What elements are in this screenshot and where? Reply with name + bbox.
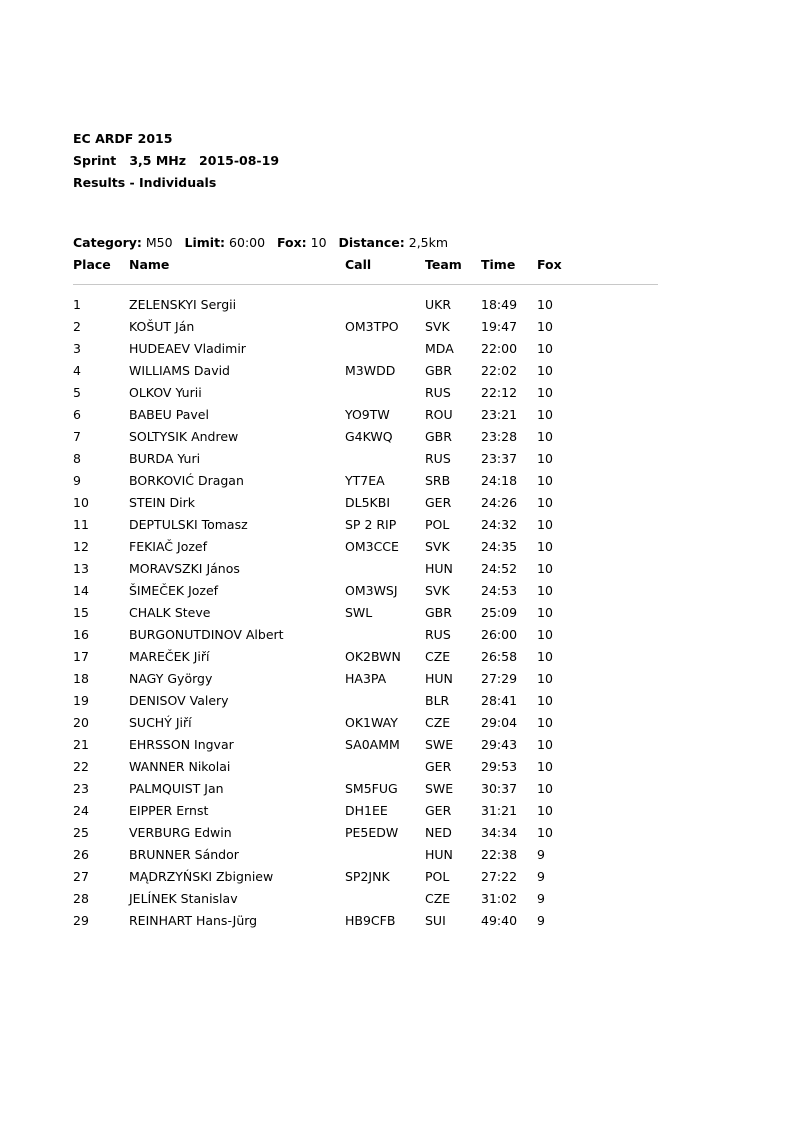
limit-value: 60:00: [225, 235, 266, 250]
cell-place: 18: [73, 671, 89, 686]
cell-name: EHRSSON Ingvar: [129, 737, 234, 752]
cell-fox: 10: [537, 473, 553, 488]
table-row: [0, 671, 793, 693]
cell-time: 22:02: [481, 363, 518, 378]
cell-time: 34:34: [481, 825, 518, 840]
cell-call: HA3PA: [345, 671, 387, 686]
cell-fox: 9: [537, 913, 545, 928]
header-divider: [73, 284, 658, 285]
cell-place: 13: [73, 561, 89, 576]
cell-place: 12: [73, 539, 89, 554]
cell-name: STEIN Dirk: [129, 495, 195, 510]
cell-place: 16: [73, 627, 89, 642]
cell-team: POL: [425, 869, 450, 884]
table-row: [0, 803, 793, 825]
cell-team: CZE: [425, 715, 451, 730]
cell-name: MAREČEK Jiří: [129, 649, 210, 664]
cell-time: 31:02: [481, 891, 518, 906]
cell-name: BRUNNER Sándor: [129, 847, 239, 862]
cell-name: KOŠUT Ján: [129, 319, 195, 334]
table-row: [0, 451, 793, 473]
table-row: [0, 539, 793, 561]
cell-team: SWE: [425, 737, 454, 752]
table-row: [0, 319, 793, 341]
cell-fox: 10: [537, 341, 553, 356]
cell-time: 29:53: [481, 759, 518, 774]
cell-time: 24:53: [481, 583, 518, 598]
cell-place: 29: [73, 913, 89, 928]
cell-name: PALMQUIST Jan: [129, 781, 224, 796]
cell-time: 49:40: [481, 913, 518, 928]
table-row: [0, 407, 793, 429]
cell-time: 30:37: [481, 781, 518, 796]
cell-team: GER: [425, 759, 452, 774]
table-row: [0, 825, 793, 847]
cell-name: ZELENSKYI Sergii: [129, 297, 237, 312]
cell-place: 23: [73, 781, 89, 796]
cell-fox: 10: [537, 495, 553, 510]
cell-team: BLR: [425, 693, 450, 708]
table-row: [0, 913, 793, 935]
cell-fox: 10: [537, 451, 553, 466]
table-row: [0, 583, 793, 605]
cell-fox: 10: [537, 583, 553, 598]
limit-label: Limit:: [184, 235, 226, 250]
cell-fox: 10: [537, 407, 553, 422]
table-row: [0, 517, 793, 539]
cell-fox: 10: [537, 363, 553, 378]
cell-place: 9: [73, 473, 81, 488]
cell-place: 21: [73, 737, 89, 752]
column-header-fox: Fox: [537, 257, 562, 272]
cell-time: 23:21: [481, 407, 518, 422]
cell-call: HB9CFB: [345, 913, 396, 928]
cell-fox: 10: [537, 715, 553, 730]
cell-name: EIPPER Ernst: [129, 803, 209, 818]
cell-place: 11: [73, 517, 89, 532]
cell-name: DENISOV Valery: [129, 693, 229, 708]
cell-time: 25:09: [481, 605, 518, 620]
cell-time: 29:04: [481, 715, 518, 730]
table-row: [0, 649, 793, 671]
cell-team: GBR: [425, 429, 452, 444]
cell-place: 1: [73, 297, 81, 312]
table-row: [0, 605, 793, 627]
cell-team: GBR: [425, 605, 452, 620]
cell-call: G4KWQ: [345, 429, 393, 444]
cell-name: MORAVSZKI János: [129, 561, 240, 576]
table-row: [0, 627, 793, 649]
cell-fox: 10: [537, 693, 553, 708]
cell-call: PE5EDW: [345, 825, 399, 840]
cell-team: SVK: [425, 539, 450, 554]
cell-team: GER: [425, 803, 452, 818]
cell-team: MDA: [425, 341, 454, 356]
cell-team: SUI: [425, 913, 446, 928]
fox-value: 10: [306, 235, 327, 250]
cell-name: BURDA Yuri: [129, 451, 201, 466]
cell-time: 24:32: [481, 517, 518, 532]
cell-call: OK1WAY: [345, 715, 398, 730]
category-label: Category:: [73, 235, 142, 250]
race-subtitle: Sprint 3,5 MHz 2015-08-19: [73, 153, 280, 168]
cell-place: 20: [73, 715, 89, 730]
distance-label: Distance:: [338, 235, 405, 250]
cell-time: 19:47: [481, 319, 518, 334]
category-value: M50: [141, 235, 173, 250]
cell-fox: 9: [537, 891, 545, 906]
cell-fox: 10: [537, 605, 553, 620]
column-header-place: Place: [73, 257, 111, 272]
cell-place: 19: [73, 693, 89, 708]
cell-time: 31:21: [481, 803, 518, 818]
table-row: [0, 781, 793, 803]
cell-team: RUS: [425, 385, 451, 400]
cell-time: 29:43: [481, 737, 518, 752]
cell-call: OM3CCE: [345, 539, 399, 554]
cell-name: WANNER Nikolai: [129, 759, 231, 774]
cell-name: NAGY György: [129, 671, 213, 686]
cell-call: OM3TPO: [345, 319, 399, 334]
table-row: [0, 341, 793, 363]
cell-fox: 10: [537, 319, 553, 334]
cell-name: JELÍNEK Stanislav: [129, 891, 238, 906]
cell-time: 23:37: [481, 451, 518, 466]
cell-name: MĄDRZYŃSKI Zbigniew: [129, 869, 274, 884]
results-heading: Results - Individuals: [73, 175, 217, 190]
cell-team: SVK: [425, 319, 450, 334]
cell-time: 27:22: [481, 869, 518, 884]
cell-team: NED: [425, 825, 452, 840]
event-title: EC ARDF 2015: [73, 131, 173, 146]
column-header-call: Call: [345, 257, 372, 272]
cell-call: SA0AMM: [345, 737, 400, 752]
table-row: [0, 847, 793, 869]
cell-fox: 10: [537, 649, 553, 664]
cell-fox: 9: [537, 869, 545, 884]
table-row: [0, 715, 793, 737]
cell-place: 26: [73, 847, 89, 862]
cell-fox: 10: [537, 825, 553, 840]
table-row: [0, 495, 793, 517]
cell-place: 10: [73, 495, 89, 510]
cell-call: SP2JNK: [345, 869, 390, 884]
cell-team: GBR: [425, 363, 452, 378]
cell-place: 28: [73, 891, 89, 906]
cell-place: 14: [73, 583, 89, 598]
cell-fox: 10: [537, 539, 553, 554]
cell-name: BORKOVIĆ Dragan: [129, 473, 244, 488]
cell-place: 4: [73, 363, 81, 378]
column-header-time: Time: [481, 257, 516, 272]
cell-team: HUN: [425, 561, 453, 576]
cell-fox: 10: [537, 517, 553, 532]
cell-time: 23:28: [481, 429, 518, 444]
cell-fox: 10: [537, 759, 553, 774]
cell-team: SRB: [425, 473, 451, 488]
cell-name: WILLIAMS David: [129, 363, 230, 378]
cell-place: 2: [73, 319, 81, 334]
cell-team: POL: [425, 517, 450, 532]
cell-call: DL5KBI: [345, 495, 391, 510]
cell-team: SWE: [425, 781, 454, 796]
cell-name: CHALK Steve: [129, 605, 211, 620]
cell-place: 6: [73, 407, 81, 422]
cell-fox: 10: [537, 781, 553, 796]
cell-name: BABEU Pavel: [129, 407, 209, 422]
cell-team: HUN: [425, 671, 453, 686]
cell-call: SP 2 RIP: [345, 517, 397, 532]
cell-fox: 9: [537, 847, 545, 862]
results-table-body: [0, 297, 793, 935]
cell-place: 17: [73, 649, 89, 664]
cell-call: YO9TW: [345, 407, 390, 422]
cell-place: 15: [73, 605, 89, 620]
table-row: [0, 561, 793, 583]
cell-time: 28:41: [481, 693, 518, 708]
column-header-team: Team: [425, 257, 462, 272]
cell-team: RUS: [425, 451, 451, 466]
cell-name: VERBURG Edwin: [129, 825, 232, 840]
table-row: [0, 473, 793, 495]
cell-call: M3WDD: [345, 363, 396, 378]
cell-time: 22:38: [481, 847, 518, 862]
cell-team: CZE: [425, 891, 451, 906]
table-row: [0, 737, 793, 759]
cell-team: RUS: [425, 627, 451, 642]
cell-name: REINHART Hans-Jürg: [129, 913, 258, 928]
cell-place: 3: [73, 341, 81, 356]
cell-place: 24: [73, 803, 89, 818]
cell-fox: 10: [537, 627, 553, 642]
cell-team: SVK: [425, 583, 450, 598]
cell-fox: 10: [537, 385, 553, 400]
cell-name: ŠIMEČEK Jozef: [129, 583, 219, 598]
table-row: [0, 297, 793, 319]
cell-fox: 10: [537, 671, 553, 686]
table-row: [0, 759, 793, 781]
cell-fox: 10: [537, 297, 553, 312]
category-info: [73, 235, 448, 250]
cell-team: GER: [425, 495, 452, 510]
cell-call: SM5FUG: [345, 781, 398, 796]
distance-value: 2,5km: [404, 235, 449, 250]
cell-fox: 10: [537, 737, 553, 752]
table-row: [0, 385, 793, 407]
cell-time: 24:18: [481, 473, 518, 488]
cell-call: YT7EA: [345, 473, 385, 488]
cell-time: 22:12: [481, 385, 518, 400]
table-row: [0, 429, 793, 451]
cell-team: CZE: [425, 649, 451, 664]
column-header-name: Name: [129, 257, 170, 272]
fox-label: Fox:: [276, 235, 307, 250]
cell-name: DEPTULSKI Tomasz: [129, 517, 248, 532]
cell-time: 22:00: [481, 341, 518, 356]
cell-fox: 10: [537, 429, 553, 444]
table-row: [0, 869, 793, 891]
cell-team: UKR: [425, 297, 452, 312]
table-row: [0, 891, 793, 913]
cell-place: 22: [73, 759, 89, 774]
cell-name: OLKOV Yurii: [129, 385, 202, 400]
cell-time: 24:52: [481, 561, 518, 576]
cell-call: SWL: [345, 605, 373, 620]
cell-fox: 10: [537, 561, 553, 576]
cell-place: 8: [73, 451, 81, 466]
cell-time: 24:35: [481, 539, 518, 554]
cell-name: SOLTYSIK Andrew: [129, 429, 239, 444]
cell-name: FEKIAČ Jozef: [129, 539, 207, 554]
table-row: [0, 693, 793, 715]
cell-call: OM3WSJ: [345, 583, 398, 598]
cell-time: 24:26: [481, 495, 518, 510]
cell-team: HUN: [425, 847, 453, 862]
cell-call: DH1EE: [345, 803, 388, 818]
table-row: [0, 363, 793, 385]
cell-fox: 10: [537, 803, 553, 818]
cell-time: 26:00: [481, 627, 518, 642]
cell-place: 27: [73, 869, 89, 884]
cell-name: BURGONUTDINOV Albert: [129, 627, 284, 642]
cell-time: 18:49: [481, 297, 518, 312]
cell-call: OK2BWN: [345, 649, 401, 664]
cell-place: 25: [73, 825, 89, 840]
cell-time: 26:58: [481, 649, 518, 664]
cell-team: ROU: [425, 407, 453, 422]
cell-name: HUDEAEV Vladimir: [129, 341, 246, 356]
cell-time: 27:29: [481, 671, 518, 686]
cell-place: 7: [73, 429, 81, 444]
cell-name: SUCHÝ Jiří: [129, 715, 192, 730]
cell-place: 5: [73, 385, 81, 400]
